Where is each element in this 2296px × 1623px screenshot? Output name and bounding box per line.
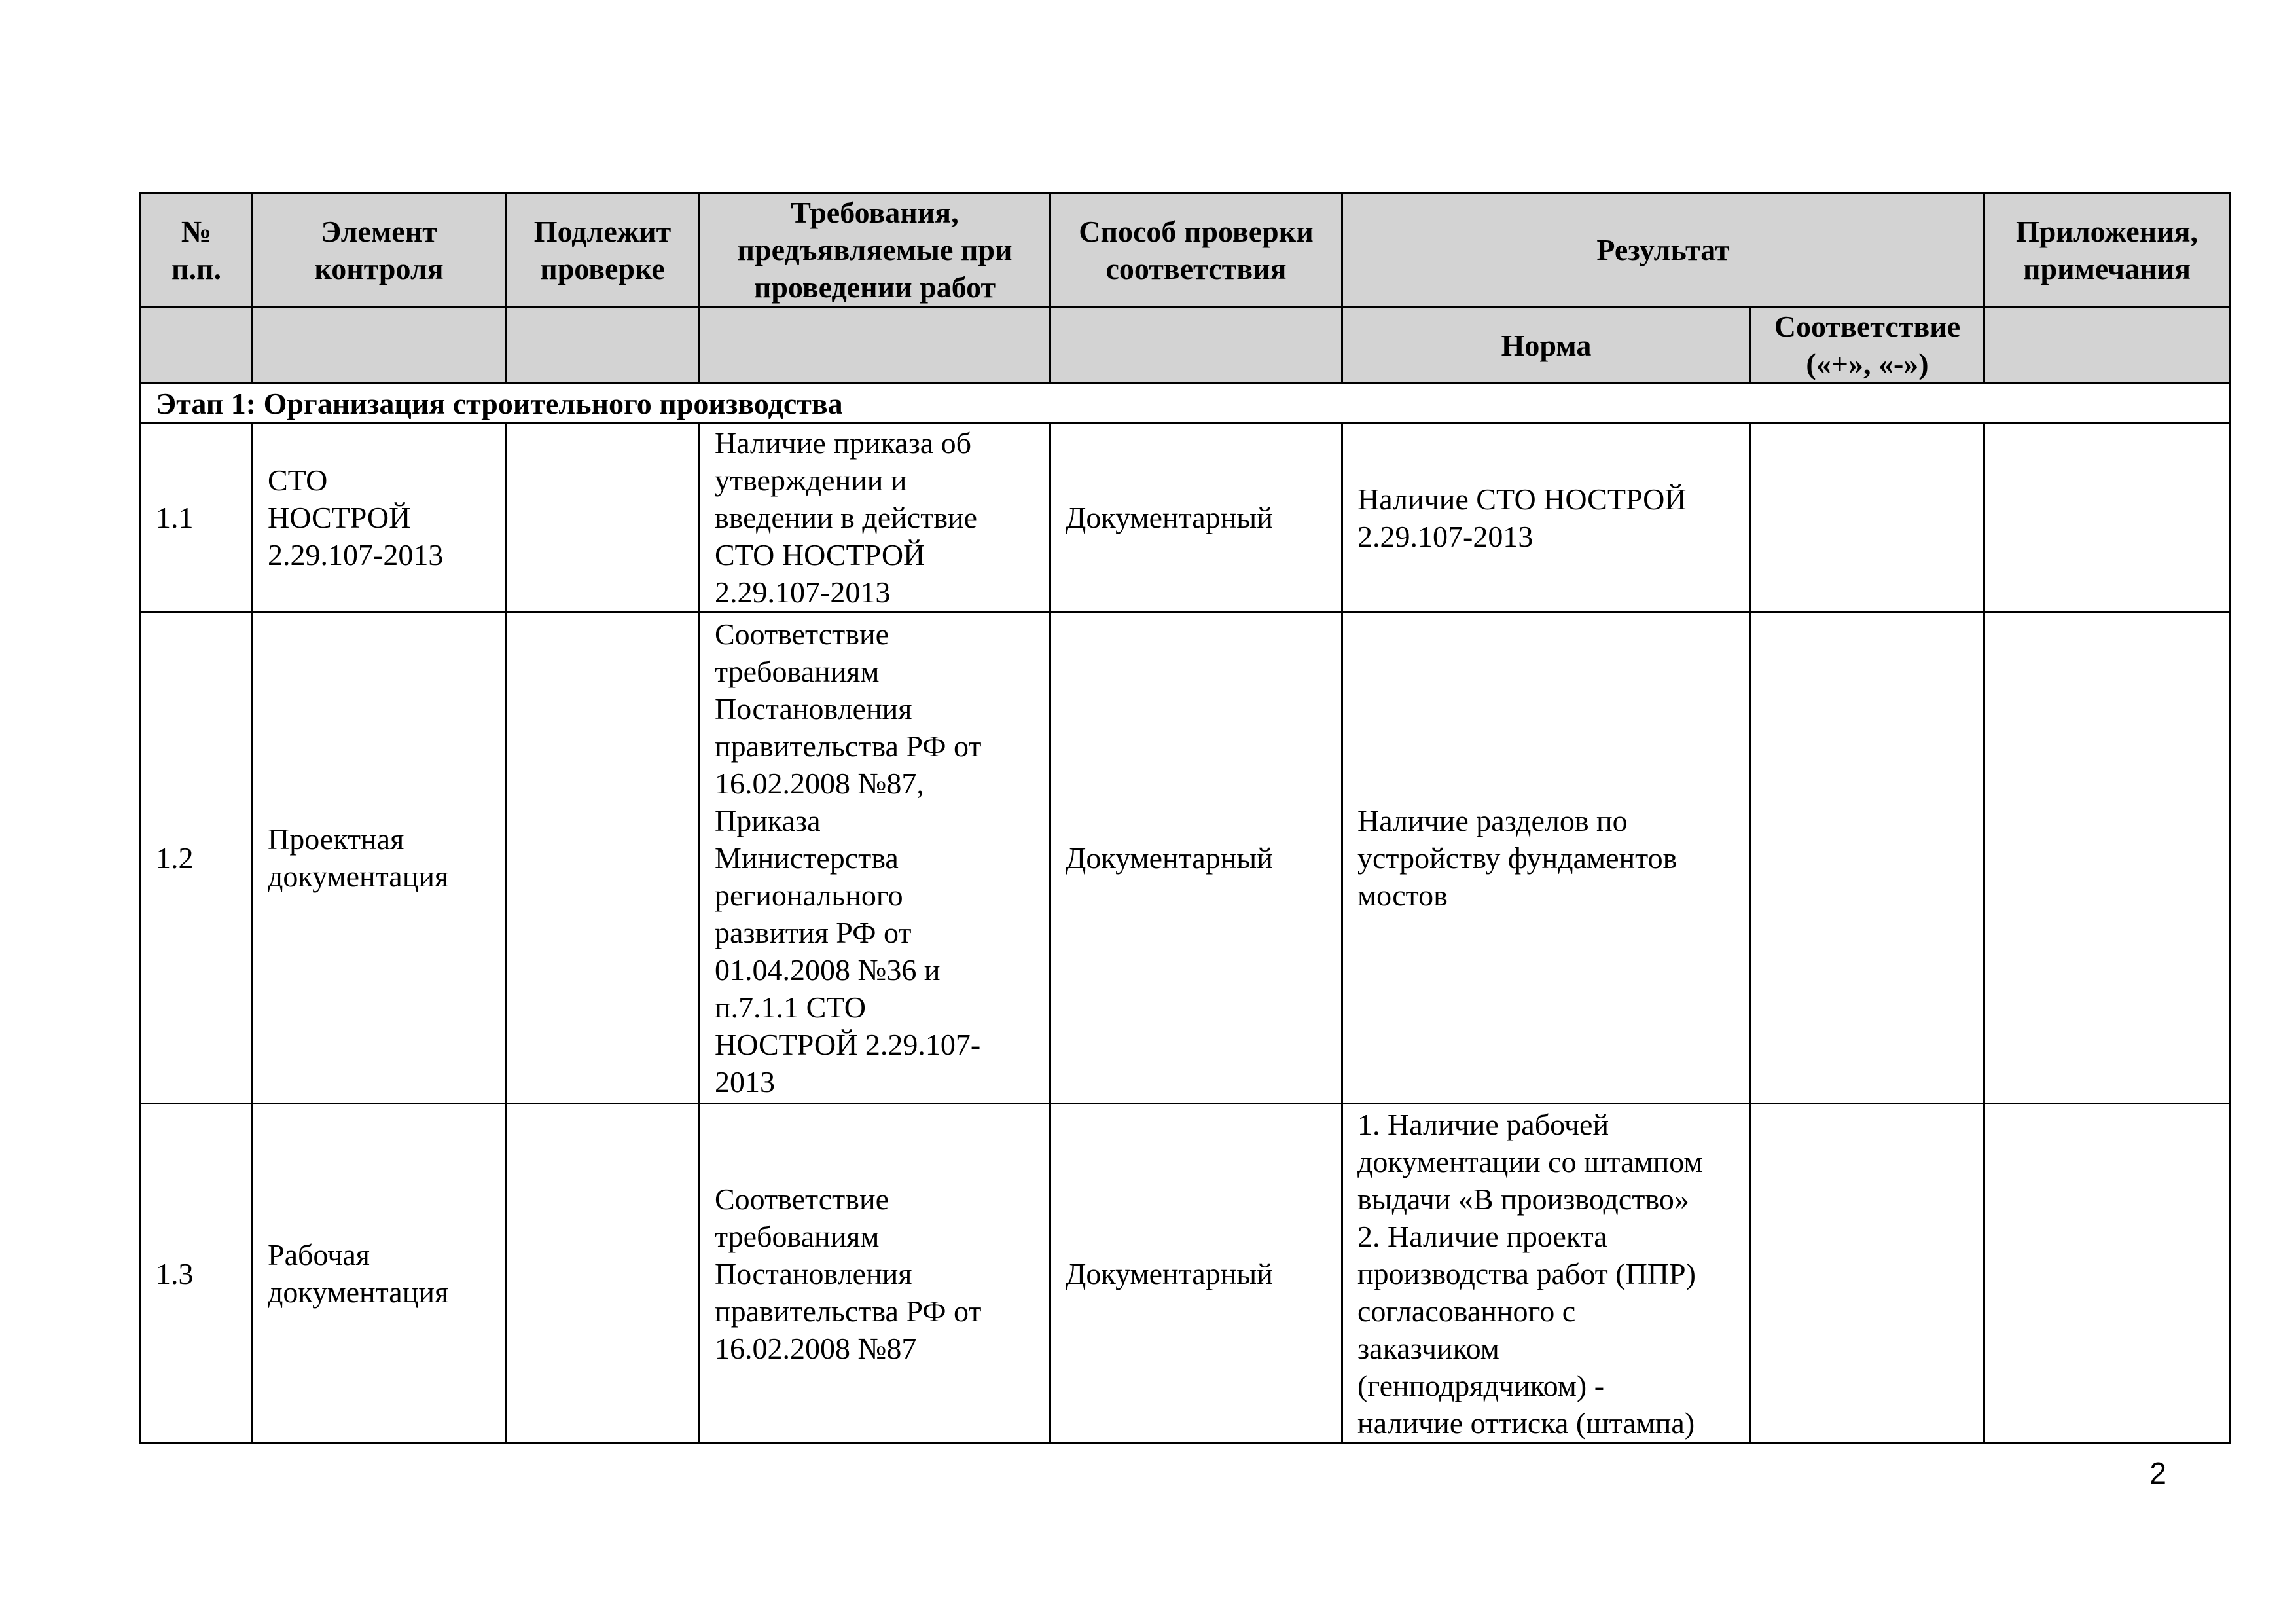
cell-subject [506,1104,700,1444]
stage-row [141,384,2230,424]
cell-appendix [1984,424,2230,612]
cell-requirements: Соответствие требованиям Постановления правительства РФ от 16.02.2008 №87, Приказа Министерства регионального развития РФ от 01.04.2008 №36 и п.7.1.1 СТО НОСТРОЙ 2.29.107- 2013 [700,612,1050,1104]
subheader-empty-cell [506,307,700,384]
cell-requirements: Наличие приказа об утверждении и введении в действие СТО НОСТРОЙ 2.29.107-2013 [700,424,1050,612]
cell-element: Проектная документация [253,612,506,1104]
cell-method: Документарный [1050,1104,1342,1444]
cell-num: 1.3 [141,1104,253,1444]
control-table [139,192,2231,1444]
header-requirements: Требования, предъявляемые при проведении работ [700,193,1050,307]
header-result: Результат [1342,193,1984,307]
cell-appendix [1984,612,2230,1104]
header-method: Способ проверки соответствия [1050,193,1342,307]
stage-title: Этап 1: Организация строительного производства [141,384,2230,424]
page-number: 2 [2149,1456,2166,1490]
header-num: № п.п. [141,193,253,307]
cell-appendix [1984,1104,2230,1444]
cell-norm: Наличие разделов по устройству фундаментов мостов [1342,612,1751,1104]
subheader-empty-cell [253,307,506,384]
cell-subject [506,612,700,1104]
cell-element: СТО НОСТРОЙ 2.29.107-2013 [253,424,506,612]
cell-element: Рабочая документация [253,1104,506,1444]
header-element: Элемент контроля [253,193,506,307]
subheader-empty-cell [700,307,1050,384]
subheader-row [141,307,2230,384]
cell-num: 1.1 [141,424,253,612]
cell-conformity [1751,612,1984,1104]
cell-num: 1.2 [141,612,253,1104]
header-row [141,193,2230,307]
header-conformity: Соответствие («+», «-») [1751,307,1984,384]
header-appendix: Приложения, примечания [1984,193,2230,307]
table-row [141,424,2230,612]
cell-norm: 1. Наличие рабочей документации со штампом выдачи «В производство» 2. Наличие проекта производства работ (ППР) согласованного с заказчиком (генподрядчиком) - наличие оттиска (штампа) [1342,1104,1751,1444]
cell-requirements: Соответствие требованиям Постановления правительства РФ от 16.02.2008 №87 [700,1104,1050,1444]
cell-norm: Наличие СТО НОСТРОЙ 2.29.107-2013 [1342,424,1751,612]
cell-subject [506,424,700,612]
cell-method: Документарный [1050,424,1342,612]
table-row [141,1104,2230,1444]
table-row [141,612,2230,1104]
cell-conformity [1751,424,1984,612]
header-subject: Подлежит проверке [506,193,700,307]
document-page [139,192,2229,1444]
subheader-empty-cell [1984,307,2230,384]
cell-conformity [1751,1104,1984,1444]
subheader-empty-cell [1050,307,1342,384]
header-norm: Норма [1342,307,1751,384]
subheader-empty-cell [141,307,253,384]
cell-method: Документарный [1050,612,1342,1104]
